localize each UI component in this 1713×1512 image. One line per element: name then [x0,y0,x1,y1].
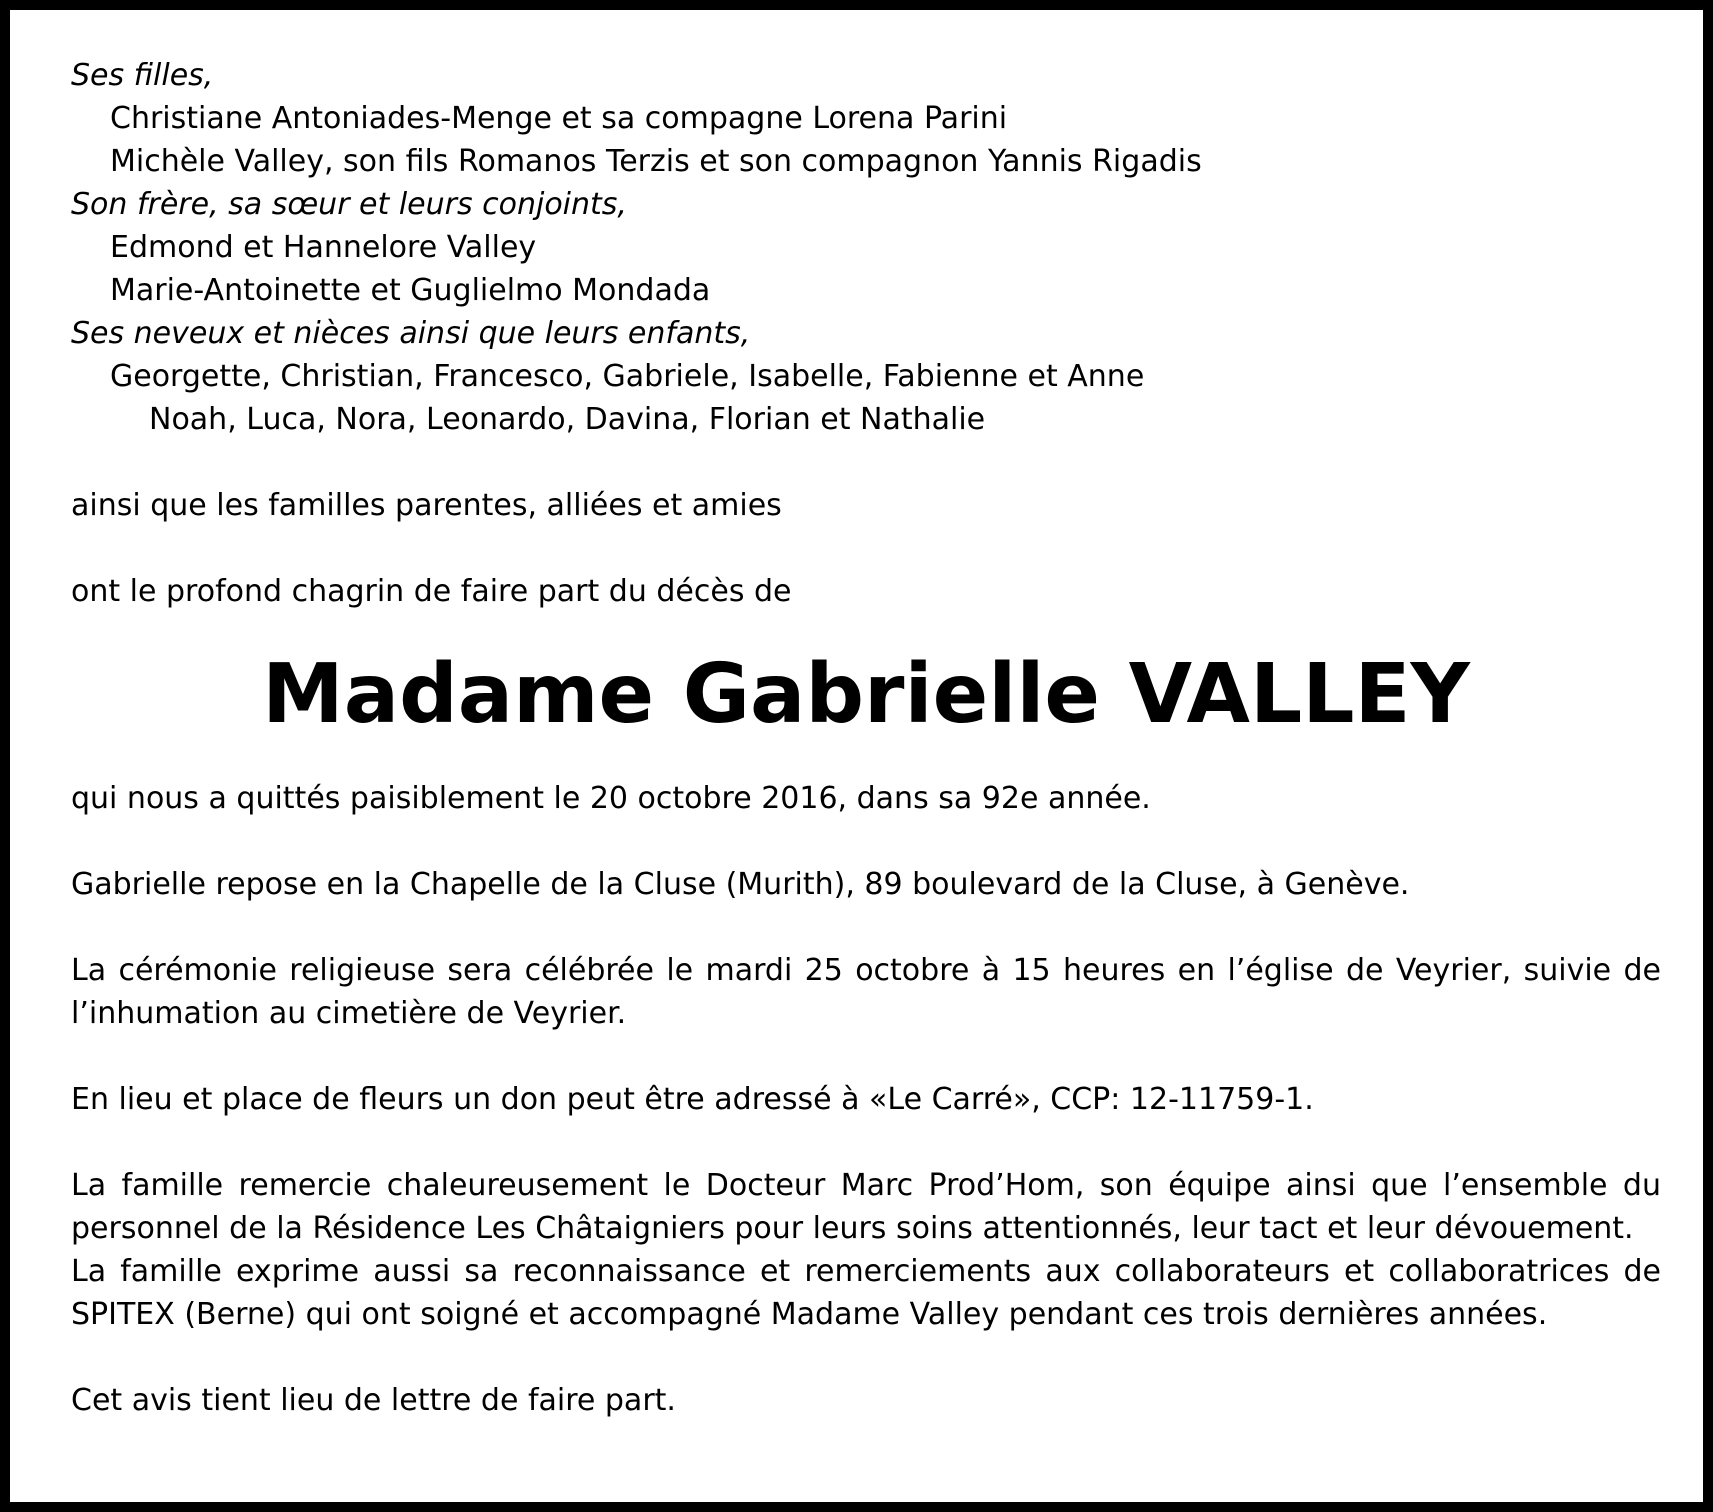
siblings-heading: Son frère, sa sœur et leurs conjoints, [71,187,627,222]
nephews-heading: Ses neveux et nièces ainsi que leurs enfants, [71,316,751,351]
thanks-paragraph-2: La famille exprime aussi sa reconnaissance et remerciements aux collaborateurs et collaboratrices de SPITEX (Berne) qui ont soigné et accompagné Madame Valley pendant ces trois dernières années. [71,1254,1661,1332]
sibling-line: Marie-Antoinette et Guglielmo Mondada [110,273,711,308]
deceased-name: Madame Gabrielle VALLEY [262,647,1470,742]
spacer [71,1336,1661,1379]
rest-paragraph: Gabrielle repose en la Chapelle de la Cluse (Murith), 89 boulevard de la Cluse, à Genève. [71,867,1410,902]
daughter-line: Michèle Valley, son fils Romanos Terzis et son compagnon Yannis Rigadis [110,144,1202,179]
spacer [71,441,1661,484]
spacer [71,1035,1661,1078]
spacer [71,820,1661,863]
families-line: ainsi que les familles parentes, alliées et amies [71,488,782,523]
thanks-paragraph-1: La famille remercie chaleureusement le Docteur Marc Prod’Hom, son équipe ainsi que l’ensemble du personnel de la Résidence Les Châtaigniers pour leurs soins attentionnés, leur tact et leur dévouement. [71,1168,1661,1246]
daughters-heading: Ses filles, [71,58,214,93]
spacer [71,527,1661,570]
spacer [71,1121,1661,1164]
nephews-line: Georgette, Christian, Francesco, Gabriele, Isabelle, Fabienne et Anne [110,359,1145,394]
donation-paragraph: En lieu et place de fleurs un don peut être adressé à «Le Carré», CCP: 12-11759-1. [71,1082,1314,1117]
closing-paragraph: Cet avis tient lieu de lettre de faire part. [71,1383,676,1418]
notice-content [71,54,1661,1422]
spacer [71,906,1661,949]
ceremony-paragraph: La cérémonie religieuse sera célébrée le mardi 25 octobre à 15 heures en l’église de Veyrier, suivie de l’inhumation au cimetière de Veyrier. [71,953,1661,1031]
daughter-line: Christiane Antoniades-Menge et sa compagne Lorena Parini [110,101,1008,136]
announcement-line: ont le profond chagrin de faire part du décès de [71,574,792,609]
grandnephews-line: Noah, Luca, Nora, Leonardo, Davina, Florian et Nathalie [149,402,986,437]
sibling-line: Edmond et Hannelore Valley [110,230,537,265]
passing-paragraph: qui nous a quittés paisiblement le 20 octobre 2016, dans sa 92e année. [71,781,1151,816]
